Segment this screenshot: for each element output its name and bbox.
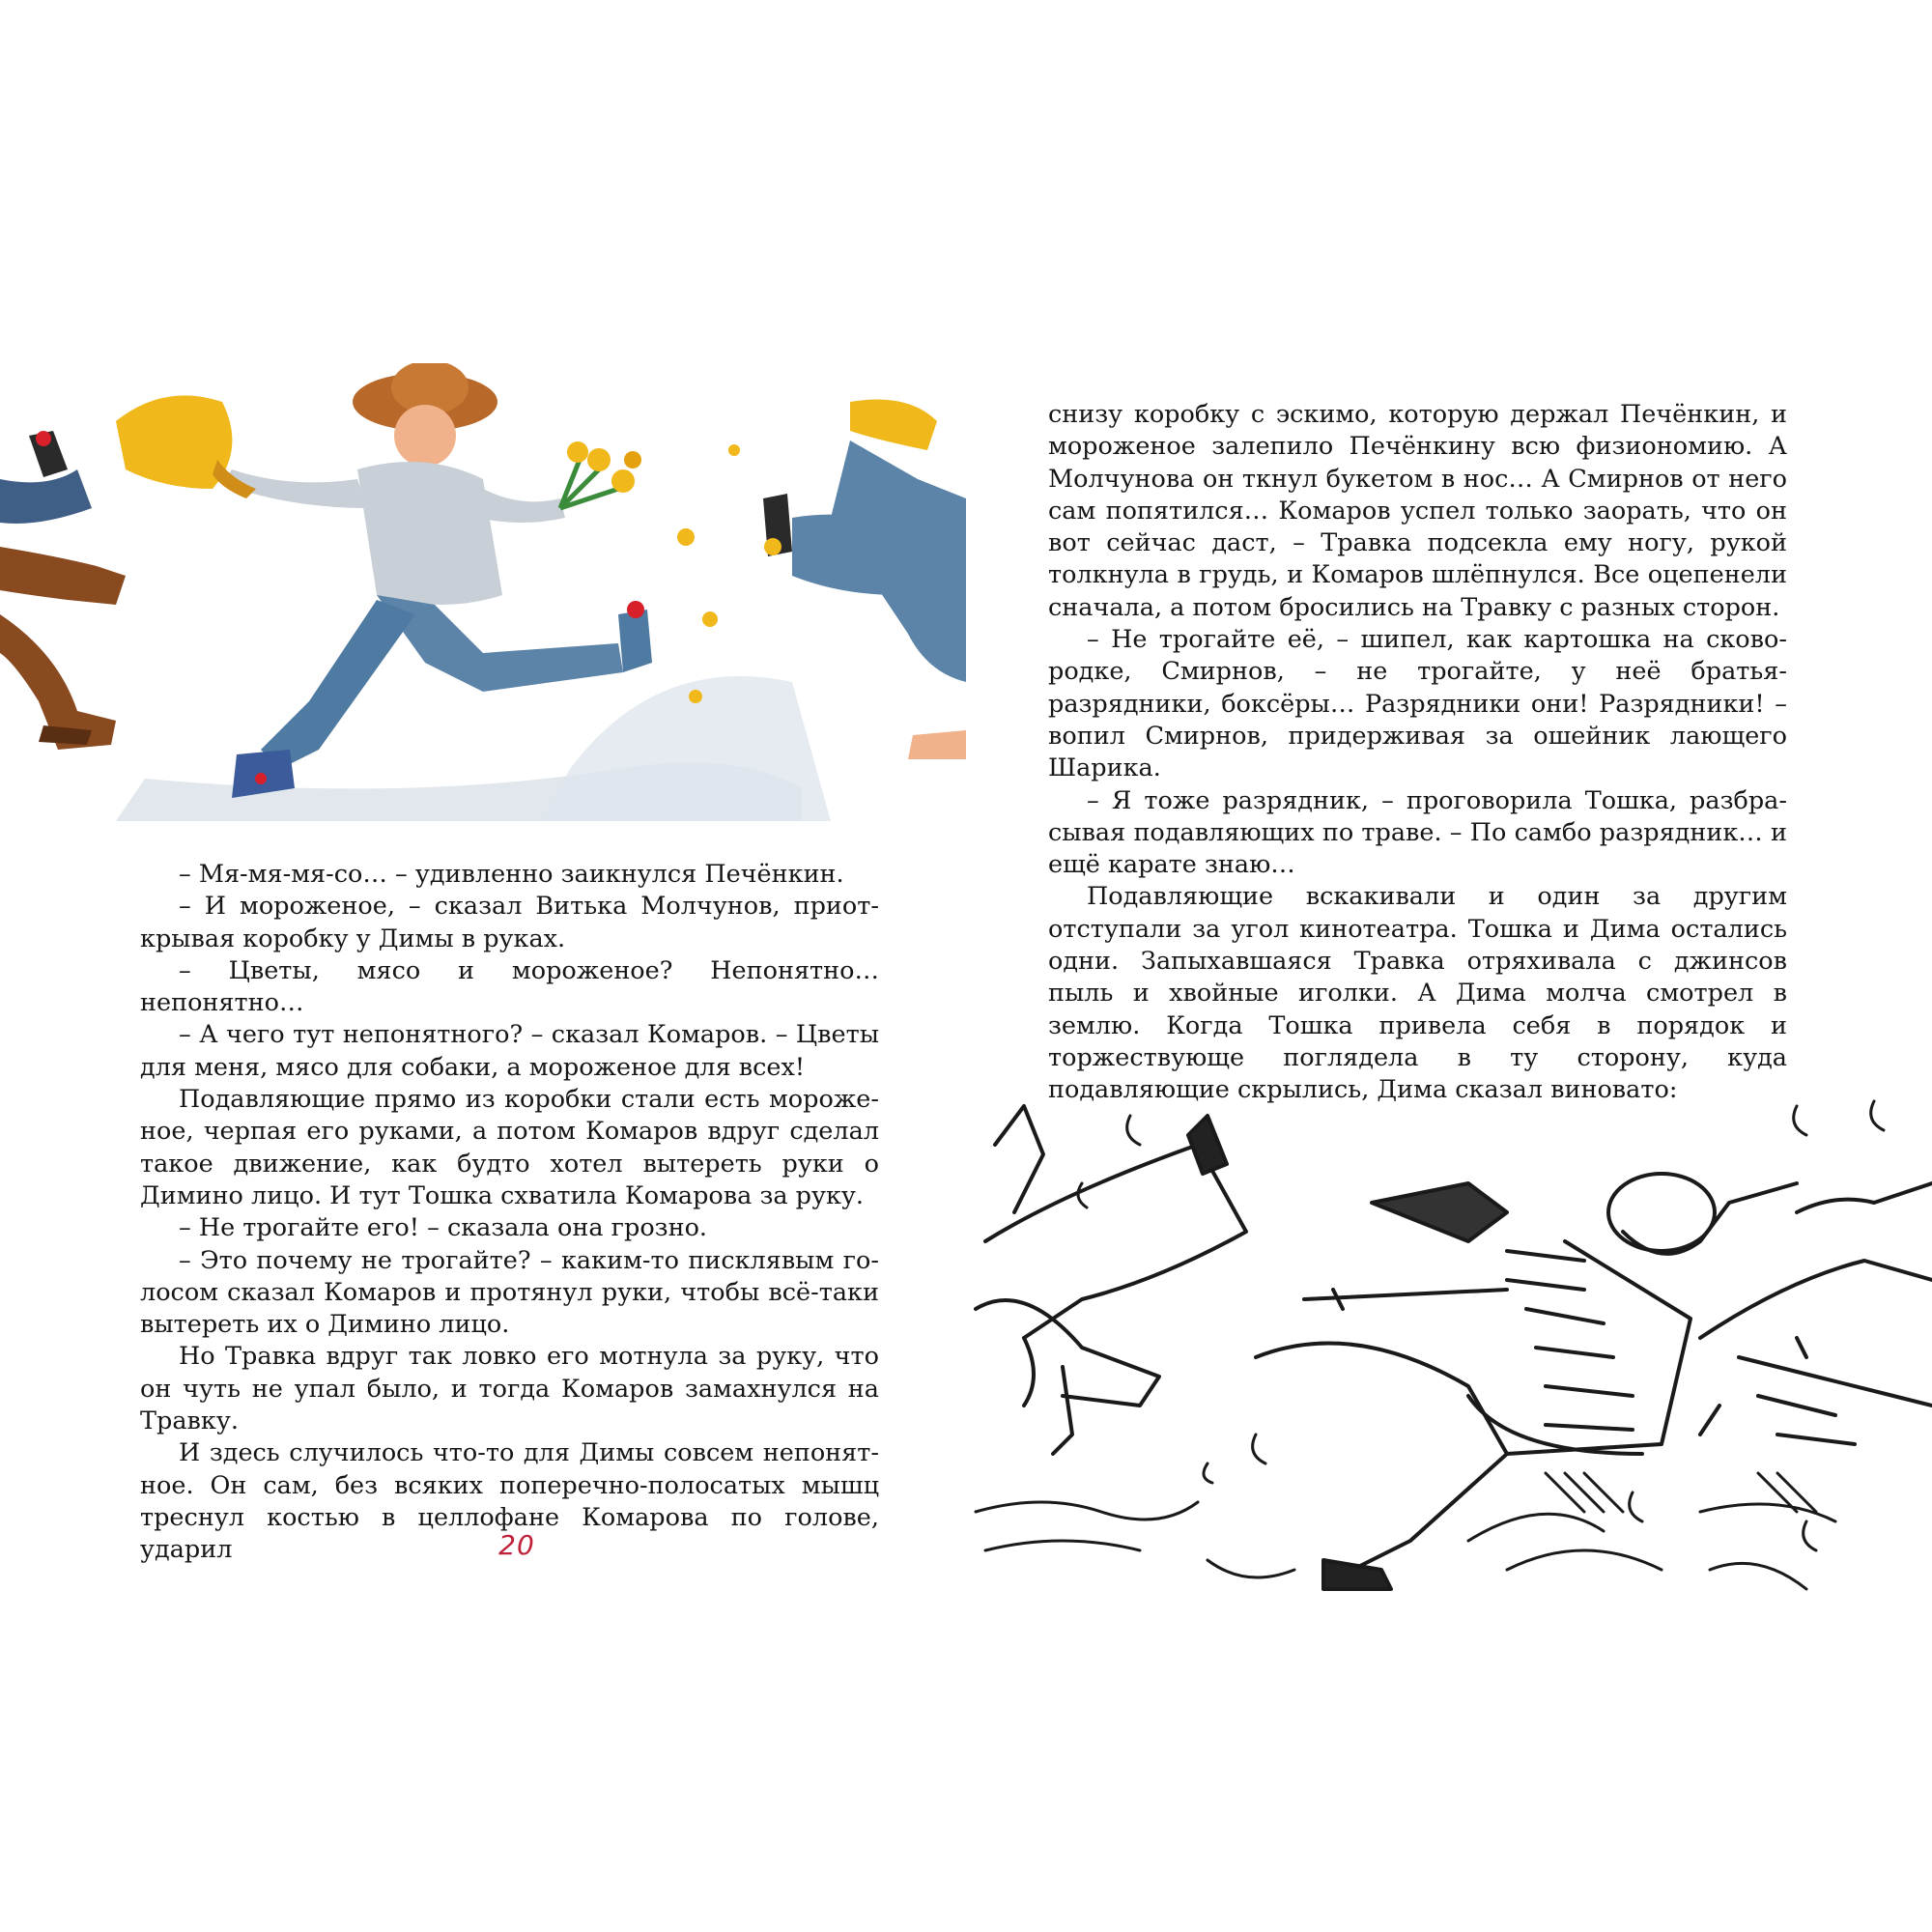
paragraph: Но Травка вдруг так ловко его мотнула за руку, что он чуть не упал было, и тогда Комаров замахнулся на Травку. — [140, 1342, 879, 1436]
paragraph: Подавляющие прямо из коробки стали есть морожeное, черпая его руками, а потом Комаров вдруг сделал такое движение, как будто хотел вытереть руки о Димино лицо. И тут Тошка схватила Комарова за руку. — [140, 1085, 879, 1210]
paragraph: – Цветы, мясо и мороженое? Непонятно… непонятно… — [140, 955, 879, 1018]
sketch-central-figure — [1256, 1174, 1797, 1589]
sketch-right-figure — [1700, 1183, 1932, 1444]
paragraph: – Мя-мя-мя-со… – удивленно заикнулся Печёнкин. — [179, 860, 844, 889]
paragraph: – Это почему не трогайте? – каким-то писклявым голосом сказал Комаров и протянул руки, чтобы всё-таки вытереть их о Димино лицо. — [140, 1245, 879, 1340]
right-page-text — [1048, 399, 1787, 1107]
paragraph: – Не трогайте его! – сказала она грозно. — [179, 1213, 708, 1243]
paragraph: Подавляющие вскакивали и один за другим отступали за угол кинотеатра. Тошка и Дима остались одни. Запыхавшаяся Травка отряхивала с джинсов пыль и хвойные иголки. А Дима молча смотрел в землю. Когда Тошка привела себя в порядок и торжествующе поглядела в ту сторону, куда подавляющие скрылись, Дима сказал виновато: — [1048, 882, 1787, 1105]
paragraph: – И мороженое, – сказал Витька Молчунов, приоткрывая коробку у Димы в руках. — [140, 892, 879, 953]
pencil-sketch-illustration — [966, 1087, 1932, 1628]
sketch-left-figure — [976, 1106, 1246, 1454]
left-page-text — [140, 859, 879, 1567]
left-falling-figure — [0, 431, 126, 750]
dust-cloud — [541, 676, 831, 821]
paragraph: – А чего тут непонятного? – сказал Комаров. – Цветы для меня, мясо для собаки, а мороженое для всех! — [140, 1020, 879, 1082]
paragraph: – Не трогайте её, – шипел, как картошка на сковородке, Смирнов, – не трогайте, у неё братья-разрядники, боксёры… Разрядники они! Разрядники! – вопил Смирнов, придерживая за ошейник лающего Шарика. — [1048, 625, 1787, 783]
sketch-motion-marks — [976, 1101, 1884, 1589]
page-number: 20 — [498, 1529, 535, 1561]
flower-bouquet — [560, 441, 641, 508]
paragraph: И здесь случилось что-то для Димы совсем непонятное. Он сам, без всяких поперечно-полосатых мышц треснул костью в целлофане Комарова по голове, ударил — [140, 1438, 879, 1565]
running-boy-figure — [222, 363, 652, 798]
paragraph: – Я тоже разрядник, – проговорила Тошка, разбрасывая подавляющих по траве. – По самбо разрядник… и ещё карате знаю… — [1048, 785, 1787, 880]
flying-debris — [677, 444, 740, 703]
watercolor-fight-illustration — [0, 363, 966, 821]
paragraph-continuation: снизу коробку с эскимо, которую держал Печёнкин, и мороженое залепило Печёнкину всю физиономию. А Молчунова он ткнул букетом в нос… А Смирнов от него сам попятился… Комаров успел только заорать, что он вот сейчас даст, – Травка подсекла ему ногу, рукой толкнула в грудь, и Комаров шлёпнулся. Все оцепенели сначала, а потом бросились на Травку с разных сторон. — [1048, 400, 1787, 622]
